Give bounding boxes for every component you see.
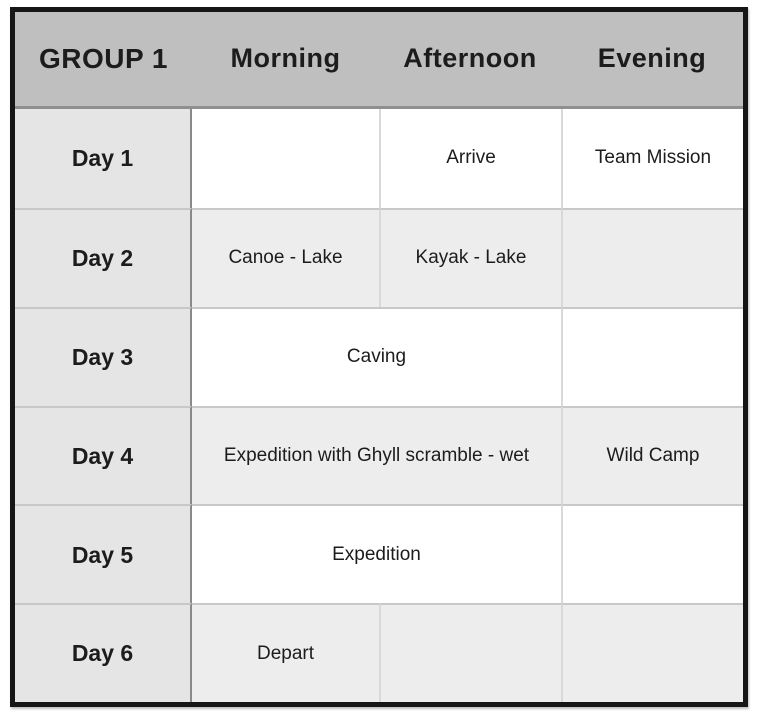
cell-day1-afternoon: Arrive — [379, 109, 561, 208]
column-header-evening: Evening — [561, 12, 743, 109]
row-label-day-1: Day 1 — [15, 109, 192, 208]
schedule-grid — [15, 12, 743, 702]
cell-day2-morning: Canoe - Lake — [192, 208, 379, 307]
column-header-afternoon: Afternoon — [379, 12, 561, 109]
row-label-day-2: Day 2 — [15, 208, 192, 307]
cell-day1-morning — [192, 109, 379, 208]
cell-day5-evening — [561, 504, 743, 603]
cell-day5-morning-afternoon: Expedition — [192, 504, 561, 603]
cell-day3-morning-afternoon: Caving — [192, 307, 561, 406]
column-header-morning: Morning — [192, 12, 379, 109]
row-label-day-6: Day 6 — [15, 603, 192, 702]
cell-day4-morning-afternoon: Expedition with Ghyll scramble - wet — [192, 406, 561, 505]
cell-day3-evening — [561, 307, 743, 406]
cell-day2-evening — [561, 208, 743, 307]
group-title: GROUP 1 — [15, 12, 192, 109]
cell-day1-evening: Team Mission — [561, 109, 743, 208]
cell-day6-afternoon — [379, 603, 561, 702]
row-label-day-5: Day 5 — [15, 504, 192, 603]
cell-day4-evening: Wild Camp — [561, 406, 743, 505]
row-label-day-4: Day 4 — [15, 406, 192, 505]
cell-day6-morning: Depart — [192, 603, 379, 702]
cell-day2-afternoon: Kayak - Lake — [379, 208, 561, 307]
cell-day6-evening — [561, 603, 743, 702]
schedule-table — [10, 7, 748, 707]
row-label-day-3: Day 3 — [15, 307, 192, 406]
